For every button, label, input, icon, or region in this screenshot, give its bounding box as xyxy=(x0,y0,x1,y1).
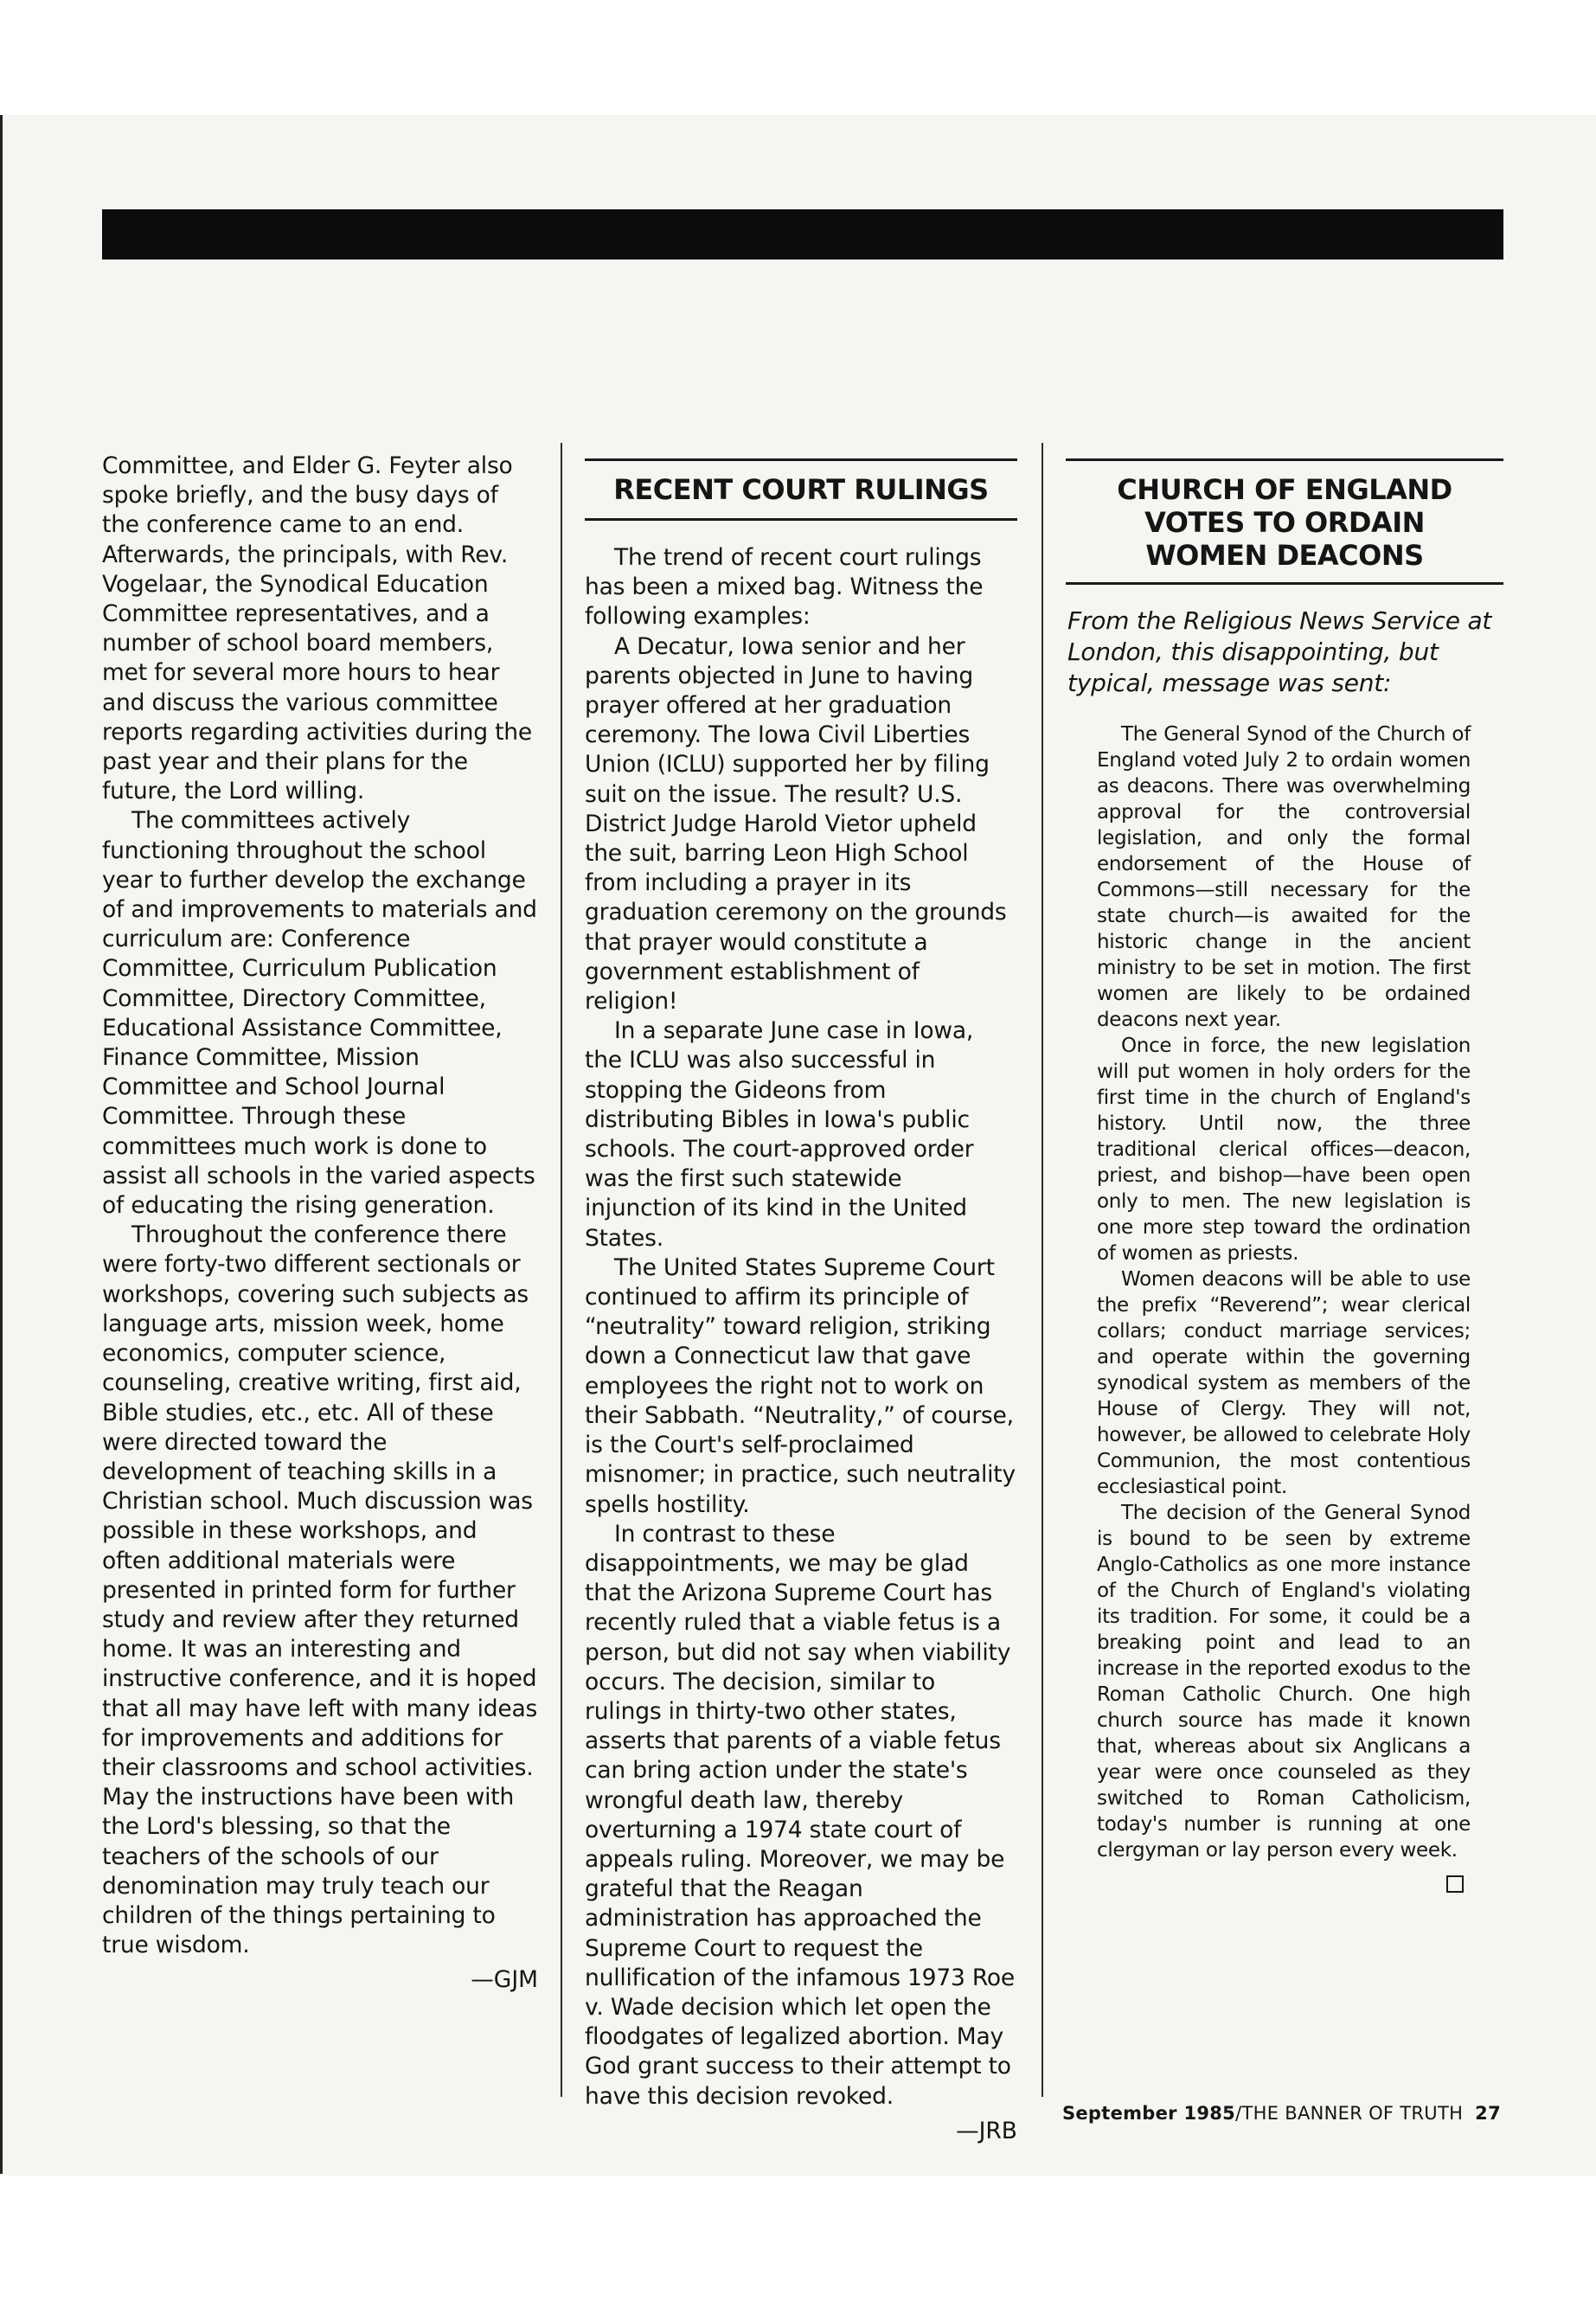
article-continuation-column xyxy=(102,452,538,1995)
court-rulings-article xyxy=(585,452,1017,2146)
report-paragraph: Once in force, the new legislation will put women in holy orders for the first time in the church of England's history. Until now, the three traditional clerical offices—deacon, priest, and bishop—have been open only to men. The new legislation is one more step toward the ordination of women as priests. xyxy=(1097,1035,1471,1265)
headline-line: VOTES TO ORDAIN xyxy=(1144,506,1425,539)
article-paragraph: In contrast to these disappointments, we may be glad that the Arizona Supreme Court has recently ruled that a viable fetus is a person, but did not say when viability occurs. The decision, similar to rulings in thirty-two other states, asserts that parents of a viable fetus can bring action under the state's wrongful death law, thereby overturning a 1974 state court of appeals ruling. Moreover, we may be grateful that the Reagan administration has approached the Supreme Court to request the nullification of the infamous 1973 Roe v. Wade decision which let open the floodgates of legalized abortion. May God grant success to their attempt to have this decision revoked. xyxy=(585,1520,1016,2110)
headline-line: CHURCH OF ENGLAND xyxy=(1117,473,1452,506)
article-headline xyxy=(1066,458,1503,585)
article-paragraph: In a separate June case in Iowa, the ICLU was also successful in stopping the Gideons from distributing Bibles in Iowa's public schools. The court-approved order was the first such statewide injunction of its kind in the United States. xyxy=(585,1017,974,1252)
article-paragraph: A Decatur, Iowa senior and her parents objected in June to having prayer offered at her graduation ceremony. The Iowa Civil Liberties Union (ICLU) supported her by filing suit on the issue. The result? U.S. District Judge Harold Vietor upheld the suit, barring Leon High School from including a prayer in its graduation ceremony on the grounds that prayer would constitute a government establishment of religion! xyxy=(585,632,1007,1016)
author-signature: —GJM xyxy=(471,1966,538,1994)
page-footer xyxy=(1062,2103,1501,2124)
headline-line: WOMEN DEACONS xyxy=(1145,539,1424,572)
column-divider xyxy=(1042,443,1043,2097)
article-paragraph: The committees actively functioning throughout the school year to further develop the exchange of and improvements to materials and curriculum are: Conference Committee, Curriculum Publication Committee, Directory Committee, Educational Assistance Committee, Finance Committee, Mission Committee and School Journal Committee. Through these committees much work is done to assist all schools in the varied aspects of educating the rising generation. xyxy=(102,807,537,1220)
footer-separator: / xyxy=(1235,2103,1242,2124)
scan-margin-top xyxy=(0,0,1596,115)
header-black-bar xyxy=(102,209,1503,260)
column-divider xyxy=(561,443,562,2097)
end-of-article-box xyxy=(1446,1875,1464,1893)
article-paragraph: Throughout the conference there were forty-two different sectionals or workshops, covering such subjects as language arts, mission week, home economics, computer science, counseling, creative writing, first aid, Bible studies, etc., etc. All of these were directed toward the development of teaching skills in a Christian school. Much discussion was possible in these workshops, and often additional materials were presented in printed form for further study and review after they returned home. It was an interesting and instructive conference, and it is hoped that all may have left with many ideas for improvements and additions for their classrooms and school activities. May the instructions have been with the Lord's blessing, so that the teachers of the schools of our denomination may truly teach our children of the things pertaining to true wisdom. xyxy=(102,1221,538,1959)
author-signature: —JRB xyxy=(956,2117,1017,2144)
church-of-england-article xyxy=(1066,452,1503,1893)
quoted-report xyxy=(1066,721,1503,1863)
article-intro: From the Religious News Service at London, this disappointing, but typical, message was sent: xyxy=(1067,606,1492,697)
report-paragraph: The General Synod of the Church of England voted July 2 to ordain women as deacons. There was overwhelming approval for the controversial legislation, and only the formal endorsement of the House of Commons—still necessary for the state church—is awaited for the historic change in the ancient ministry to be set in motion. The first women are likely to be ordained deacons next year. xyxy=(1097,723,1471,1031)
article-headline: RECENT COURT RULINGS xyxy=(585,458,1017,521)
page-number: 27 xyxy=(1475,2103,1501,2124)
issue-date: September 1985 xyxy=(1061,2103,1236,2124)
publication-name: THE BANNER OF TRUTH xyxy=(1241,2103,1464,2124)
article-paragraph: The United States Supreme Court continued to affirm its principle of “neutrality” toward religion, striking down a Connecticut law that gave employees the right not to work on their Sabbath. “Neutrality,” of course, is the Court's self-proclaimed misnomer; in practice, such neutrality spells hostility. xyxy=(585,1253,1016,1518)
article-paragraph: The trend of recent court rulings has been a mixed bag. Witness the following examples: xyxy=(585,544,984,631)
scan-edge-left xyxy=(0,115,3,2174)
report-paragraph: The decision of the General Synod is bound to be seen by extreme Anglo-Catholics as one more instance of the Church of England's violating its tradition. For some, it could be a breaking point and lead to an increase in the reported exodus to the Roman Catholic Church. One high church source has made it known that, whereas about six Anglicans a year were once counseled as they switched to Roman Catholicism, today's number is running at one clergyman or lay person every week. xyxy=(1097,1502,1471,1862)
article-paragraph: Committee, and Elder G. Feyter also spoke briefly, and the busy days of the conference came to an end. Afterwards, the principals, with Rev. Vogelaar, the Synodical Education Committee representatives, and a number of school board members, met for several more hours to hear and discuss the various committee reports regarding activities during the past year and their plans for the future, the Lord willing. xyxy=(102,452,532,805)
scan-margin-bottom xyxy=(0,2176,1596,2301)
report-paragraph: Women deacons will be able to use the prefix “Reverend”; wear clerical collars; conduct marriage services; and operate within the governing synodical system as members of the House of Clergy. They will not, however, be allowed to celebrate Holy Communion, the most contentious ecclesiastical point. xyxy=(1097,1268,1471,1498)
